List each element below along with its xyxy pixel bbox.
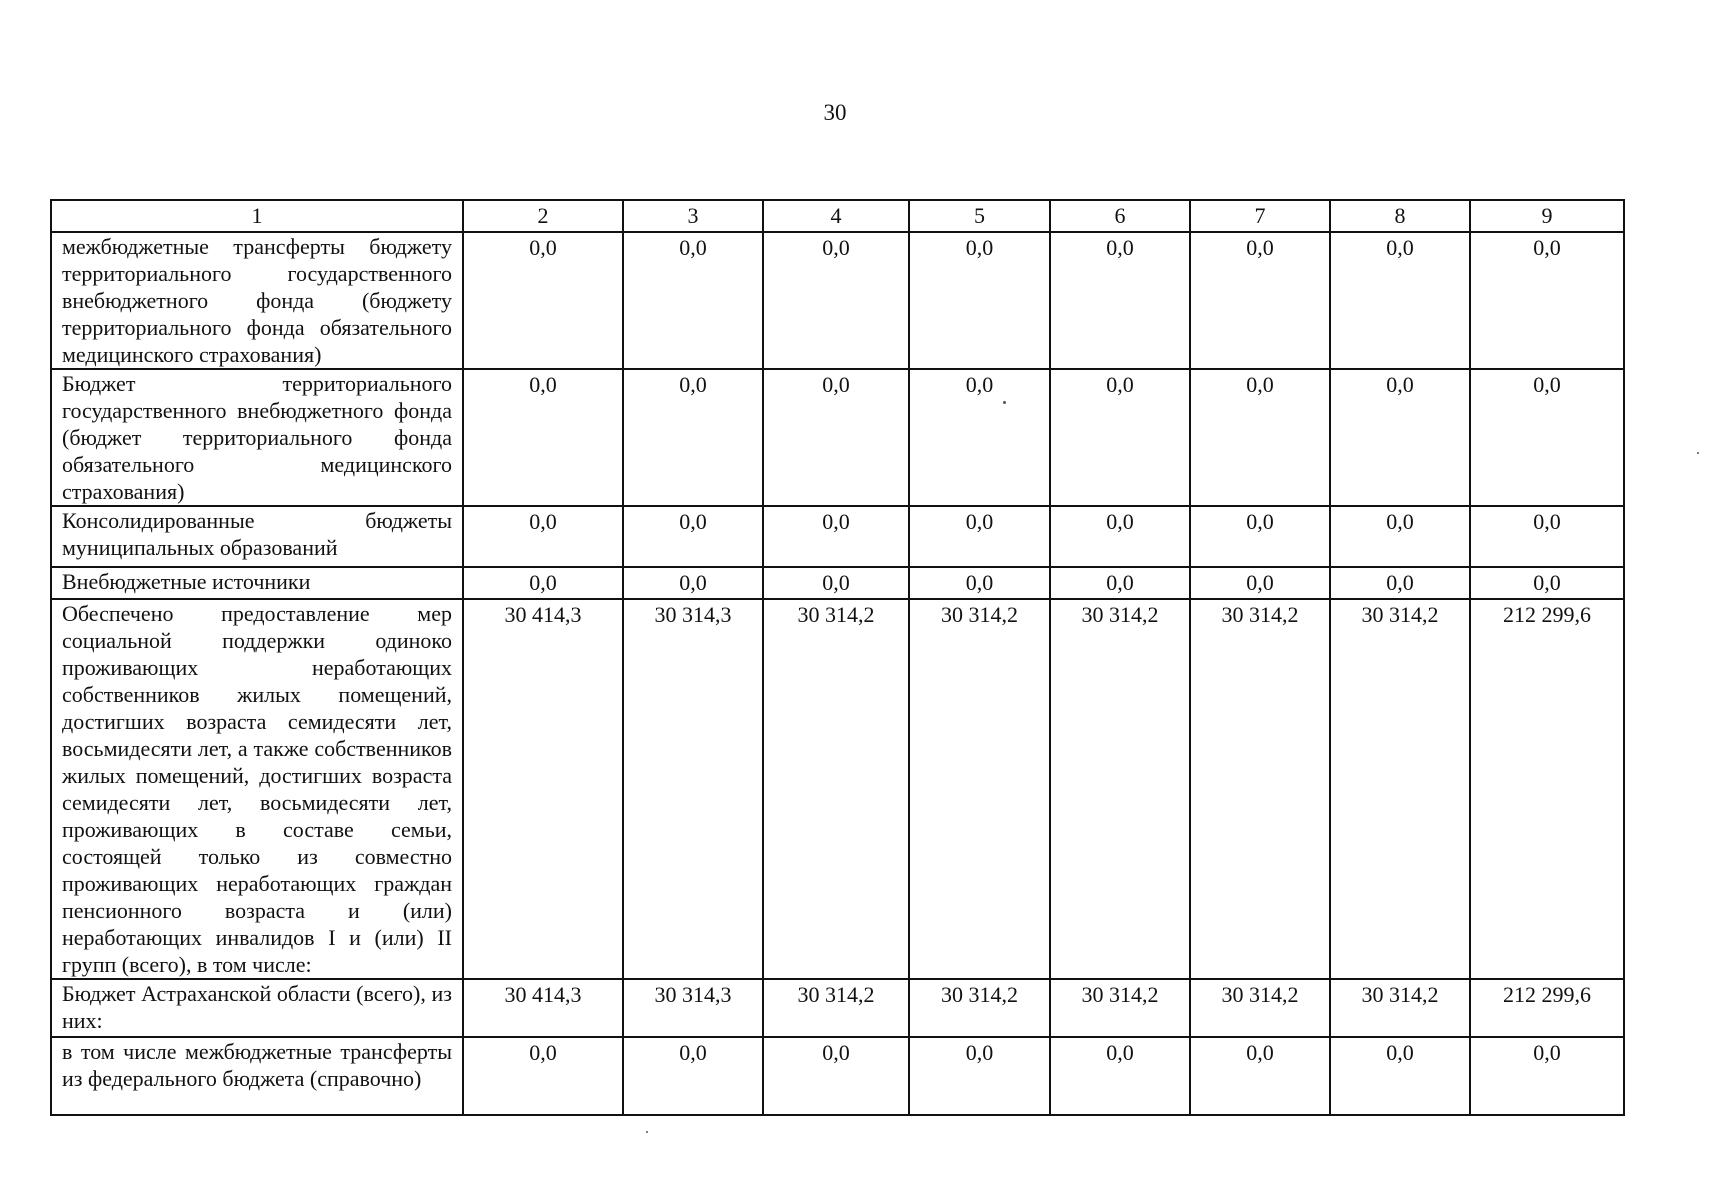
table-cell: 0,0	[1050, 506, 1190, 567]
table-cell: 0,0	[1470, 232, 1624, 369]
header-row	[51, 200, 1624, 232]
table-cell: 212 299,6	[1470, 979, 1624, 1037]
table-cell: 0,0	[463, 369, 623, 506]
table-cell: 0,0	[1190, 369, 1330, 506]
table-cell: 0,0	[1050, 369, 1190, 506]
table-cell: 0,0	[623, 232, 763, 369]
table-cell: 0,0	[763, 232, 909, 369]
table-cell: 30 314,3	[623, 979, 763, 1037]
table-cell: 0,0	[909, 506, 1050, 567]
table-cell: 0,0	[909, 232, 1050, 369]
table-cell: 0,0	[1190, 506, 1330, 567]
scan-speck	[1697, 452, 1699, 454]
budget-table-container	[50, 199, 1623, 1116]
column-header: 9	[1470, 200, 1624, 232]
table-cell: 0,0	[1190, 232, 1330, 369]
table-cell: 30 314,2	[1190, 599, 1330, 979]
table-cell: 0,0	[763, 369, 909, 506]
table-cell: 0,0	[1190, 567, 1330, 599]
row-label: Бюджет Астраханской области (всего), из них:	[51, 979, 463, 1037]
column-header: 7	[1190, 200, 1330, 232]
row-label: Бюджет территориального государственного внебюджетного фонда (бюджет территориального фонда обязательного медицинского страхования)	[51, 369, 463, 506]
table-row	[51, 506, 1624, 567]
table-cell: 212 299,6	[1470, 599, 1624, 979]
table-cell: 0,0	[1470, 369, 1624, 506]
scan-speck	[1003, 401, 1006, 404]
table-cell: 0,0	[463, 232, 623, 369]
table-cell: 0,0	[623, 567, 763, 599]
table-cell: 0,0	[1050, 1037, 1190, 1115]
table-cell: 30 314,2	[1050, 599, 1190, 979]
table-cell: 30 314,2	[909, 599, 1050, 979]
table-cell: 30 314,3	[623, 599, 763, 979]
table-cell: 0,0	[1330, 567, 1470, 599]
table-cell: 0,0	[463, 506, 623, 567]
column-header: 2	[463, 200, 623, 232]
table-row	[51, 567, 1624, 599]
row-label: Обеспечено предоставление мер социальной поддержки одиноко проживающих неработающих собственников жилых помещений, достигших возраста семидесяти лет, восьмидесяти лет, а также собственников жилых помещений, достигших возраста семидесяти лет, восьмидесяти лет, проживающих в составе семьи, состоящей только из совместно проживающих неработающих граждан пенсионного возраста и (или) неработающих инвалидов I и (или) II групп (всего), в том числе:	[51, 599, 463, 979]
table-cell: 0,0	[763, 567, 909, 599]
table-cell: 30 314,2	[1050, 979, 1190, 1037]
table-cell: 30 314,2	[1330, 979, 1470, 1037]
table-row	[51, 232, 1624, 369]
table-cell: 0,0	[909, 567, 1050, 599]
table-cell: 0,0	[463, 567, 623, 599]
table-cell: 0,0	[1330, 506, 1470, 567]
table-row	[51, 369, 1624, 506]
table-cell: 0,0	[763, 506, 909, 567]
table-cell: 0,0	[909, 369, 1050, 506]
column-header: 3	[623, 200, 763, 232]
scan-speck	[646, 1131, 648, 1133]
table-row	[51, 979, 1624, 1037]
table-cell: 0,0	[909, 1037, 1050, 1115]
table-cell: 0,0	[1470, 506, 1624, 567]
table-cell: 0,0	[763, 1037, 909, 1115]
table-row	[51, 1037, 1624, 1115]
table-cell: 0,0	[1330, 1037, 1470, 1115]
table-row	[51, 599, 1624, 979]
column-header: 5	[909, 200, 1050, 232]
table-cell: 0,0	[1330, 369, 1470, 506]
table-cell: 0,0	[623, 506, 763, 567]
table-cell: 30 414,3	[463, 599, 623, 979]
table-cell: 30 414,3	[463, 979, 623, 1037]
table-cell: 0,0	[1330, 232, 1470, 369]
row-label: Консолидированные бюджеты муниципальных образований	[51, 506, 463, 567]
table-cell: 0,0	[623, 1037, 763, 1115]
table-cell: 0,0	[1050, 232, 1190, 369]
table-cell: 30 314,2	[909, 979, 1050, 1037]
column-header: 6	[1050, 200, 1190, 232]
row-label: межбюджетные трансферты бюджету территориального государственного внебюджетного фонда (бюджету территориального фонда обязательного медицинского страхования)	[51, 232, 463, 369]
row-label: в том числе межбюджетные трансферты из федерального бюджета (справочно)	[51, 1037, 463, 1115]
table-cell: 0,0	[623, 369, 763, 506]
table-cell: 30 314,2	[1330, 599, 1470, 979]
table-cell: 0,0	[1050, 567, 1190, 599]
column-header: 4	[763, 200, 909, 232]
table-cell: 0,0	[1470, 567, 1624, 599]
column-header: 1	[51, 200, 463, 232]
table-cell: 30 314,2	[763, 979, 909, 1037]
table-cell: 30 314,2	[1190, 979, 1330, 1037]
table-cell: 0,0	[1190, 1037, 1330, 1115]
table-cell: 0,0	[463, 1037, 623, 1115]
table-cell: 0,0	[1470, 1037, 1624, 1115]
page-number: 30	[823, 100, 847, 125]
budget-table	[50, 199, 1625, 1116]
column-header: 8	[1330, 200, 1470, 232]
row-label: Внебюджетные источники	[51, 567, 463, 599]
table-cell: 30 314,2	[763, 599, 909, 979]
